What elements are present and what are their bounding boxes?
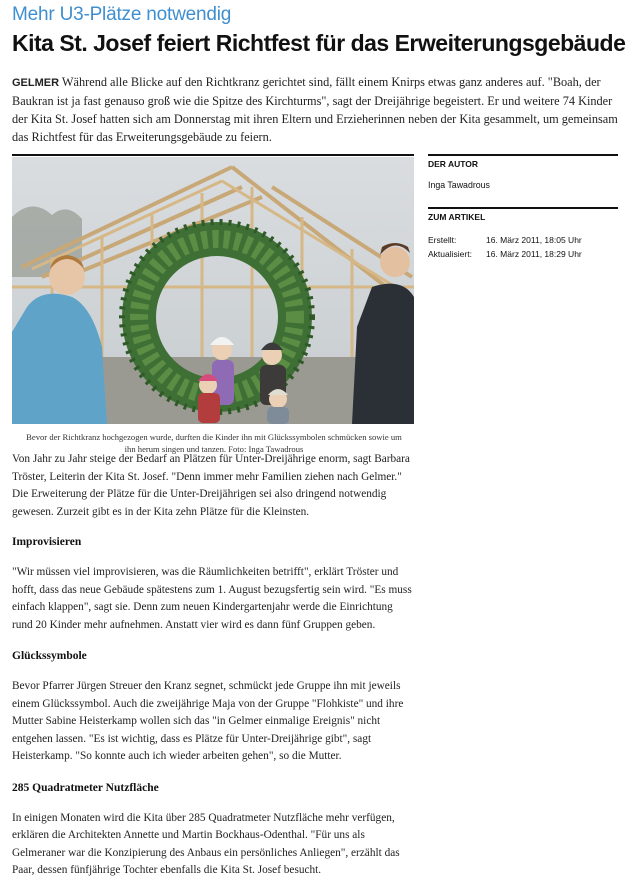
- richtfest-photo-illustration: [12, 157, 414, 424]
- article-sidebar: [428, 154, 618, 259]
- updated-value: 16. März 2011, 18:29 Uhr: [486, 249, 582, 259]
- article-lead: [12, 73, 620, 146]
- photo-top-rule: [12, 154, 414, 156]
- subheading-glueckssymbole: Glückssymbole: [12, 650, 87, 663]
- created-label: Erstellt:: [428, 235, 457, 245]
- body-paragraph: Von Jahr zu Jahr steige der Bedarf an Plätzen für Unter-Dreijährige enorm, sagt Barbara Tröster, Leiterin der Kita St. Josef. "Denn immer mehr Familien ziehen nach Gelmer." Die Erweiterung der Plätze für die Unter-Dreijährigen sei also dringend notwendig gewesen. Zurzeit gibt es in der Kita zehn Plätze für die Kleinsten.: [12, 453, 410, 518]
- article-photo: [12, 157, 414, 424]
- sidebar-rule: [428, 207, 618, 209]
- updated-row: [428, 249, 618, 259]
- created-row: [428, 235, 618, 245]
- subheading-improvisieren: Improvisieren: [12, 536, 82, 549]
- author-heading: DER AUTOR: [428, 159, 479, 169]
- sidebar-rule: [428, 154, 618, 156]
- body-paragraph: In einigen Monaten wird die Kita über 285 Quadratmeter Nutzfläche mehr verfügen, erklären die Architekten Annette und Martin Bockhaus-Odenthal. "Für uns als Gelmeraner war die Konzipierung des Anbaus ein persönliches Anliegen", erzählt das Paar, dessen fünfjährige Tochter ebenfalls die Kita St. Josef besucht.: [12, 811, 400, 877]
- subheading-nutzflaeche: 285 Quadratmeter Nutzfläche: [12, 781, 159, 794]
- article-headline: Kita St. Josef feiert Richtfest für das Erweiterungsgebäude: [12, 30, 626, 56]
- photo-caption: Bevor der Richtkranz hochgezogen wurde, durften die Kinder ihn mit Glückssymbolen schmücken sowie um ihn herum singen und tanzen. Foto: Inga Tawadrous: [26, 432, 402, 454]
- updated-label: Aktualisiert:: [428, 249, 472, 259]
- article-info-heading: ZUM ARTIKEL: [428, 212, 486, 222]
- author-name[interactable]: Inga Tawadrous: [428, 180, 490, 190]
- article-body: [12, 451, 412, 880]
- body-paragraph: "Wir müssen viel improvisieren, was die Räumlichkeiten betrifft", erklärt Tröster und hofft, dass das neue Gebäude spätestens zum 1. August bezugsfertig sein wird. "Es muss einfach klappen", sagt sie. Denn zum neuen Kindergartenjahr werde die Einrichtung rund 20 Kinder mehr aufnehmen. Anstatt vier wird es dann fünf Gruppen geben.: [12, 565, 412, 631]
- body-paragraph: Bevor Pfarrer Jürgen Streuer den Kranz segnet, schmückt jede Gruppe ihn mit jeweils einem Glückssymbol. Auch die zweijährige Maja von der Gruppe "Flohkiste" und ihre Mutter Sabine Heisterkamp wollen sich das "in Gelmer einmalige Ereignis" nicht entgehen lassen. "Es ist wichtig, dass es Plätze für Unter-Dreijährige gibt", sagt Heisterkamp. "So konnte auch ich wieder arbeiten gehen", so die Mutter.: [12, 679, 404, 763]
- dateline: GELMER: [12, 77, 60, 89]
- created-value: 16. März 2011, 18:05 Uhr: [486, 235, 582, 245]
- article-kicker: Mehr U3-Plätze notwendig: [12, 4, 232, 25]
- lead-text: Während alle Blicke auf den Richtkranz gerichtet sind, fällt einem Knirps etwas ganz anderes auf. "Boah, der Baukran ist ja fast genauso groß wie die Spitze des Kirchturms", sagt der Dreijährige begeistert. Er und weitere 74 Kinder der Kita St. Josef hatten sich am Donnerstag mit ihren Eltern und Erzieherinnen neben der Kita gesammelt, um gemeinsam das Richtfest für das Erweiterungsgebäude zu feiern.: [12, 75, 618, 144]
